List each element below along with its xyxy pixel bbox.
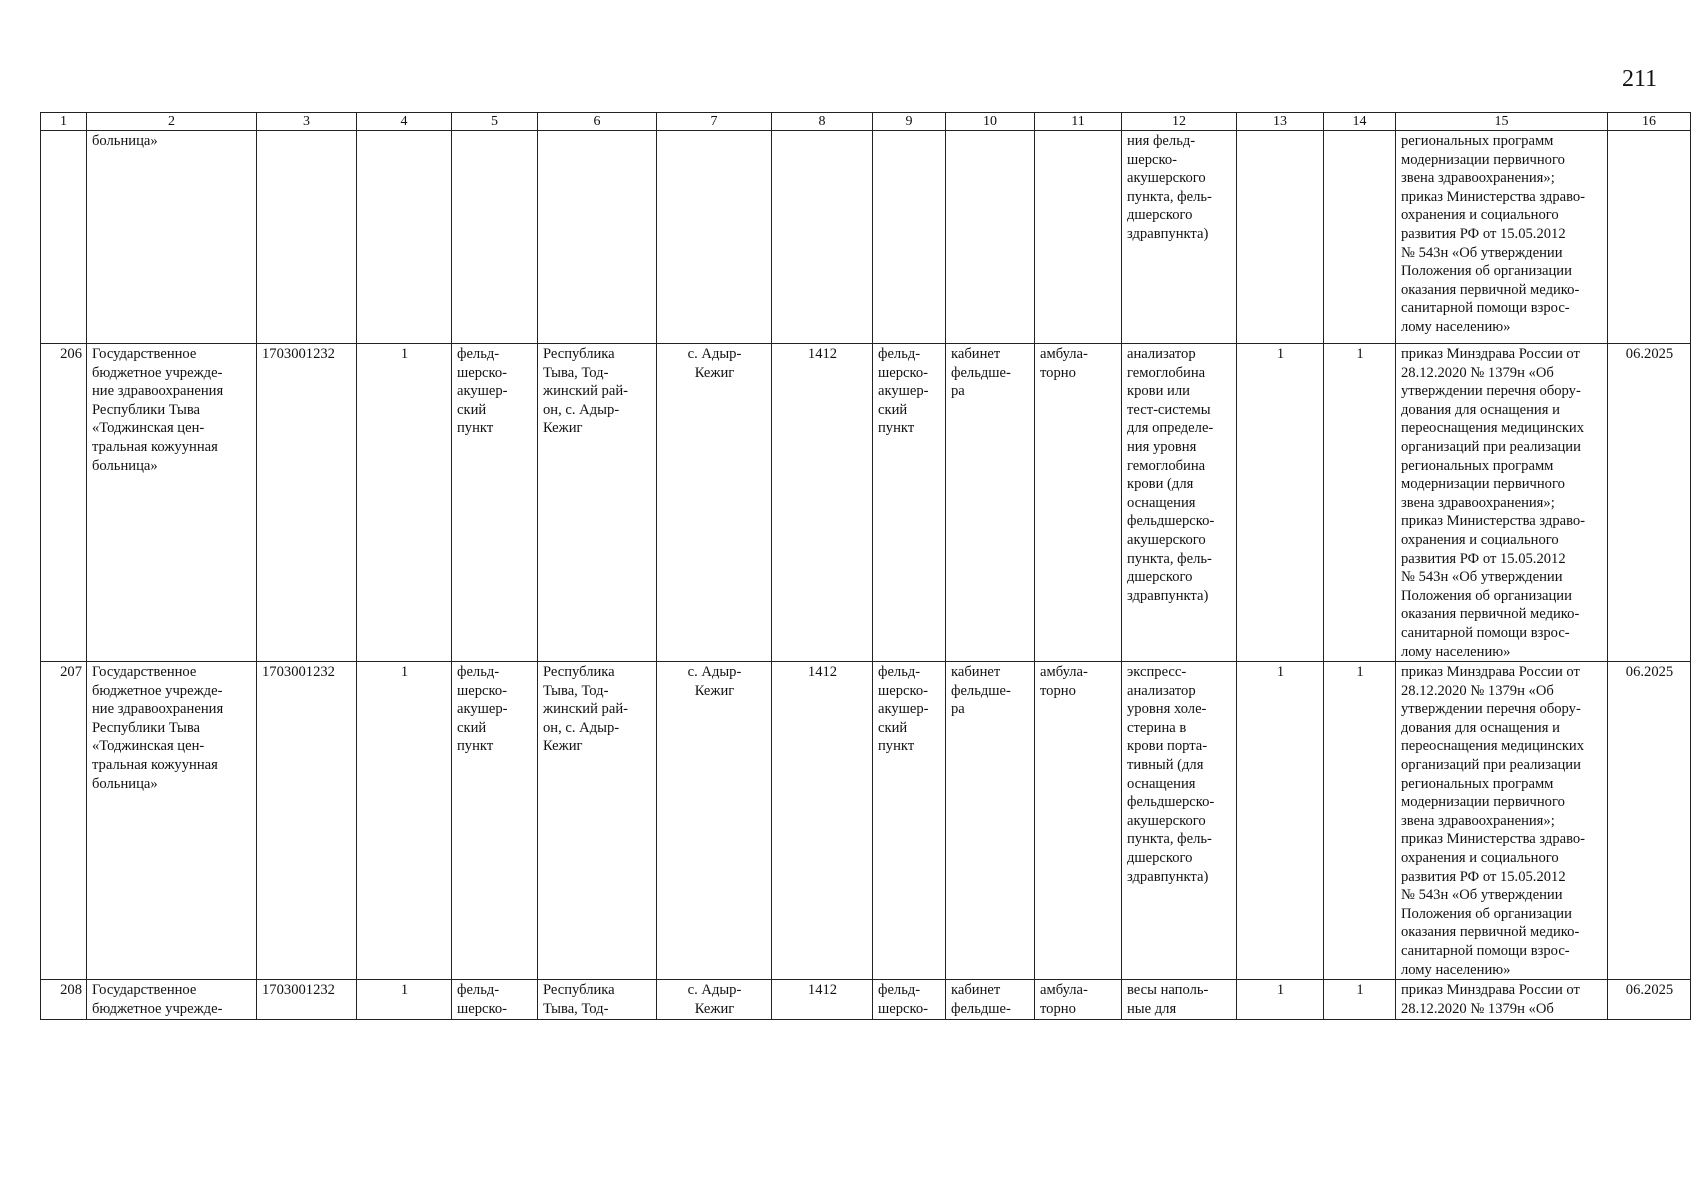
- cell-basis: приказ Минздрава России от 28.12.2020 № 1379н «Об утверждении перечня обору- дования для оснащения и переоснащения медицинских организаций при реализации региональных программ модернизации первичного звена здравоохранения»; приказ Министерства здраво- охранения и социального развития РФ от 15.05.2012 № 543н «Об утверждении Положения об организации оказания первичной медико- санитарной помощи взрос- лому населению»: [1396, 344, 1608, 662]
- cell-unit-type: [452, 131, 538, 344]
- cell-equipment: весы наполь- ные для: [1122, 980, 1237, 1020]
- cell-org: Государственное бюджетное учрежде-: [87, 980, 257, 1020]
- cell-date: 06.2025: [1608, 662, 1691, 980]
- cell-c13: 1: [1237, 662, 1324, 980]
- cell-qty: 1: [357, 980, 452, 1020]
- cell-date: [1608, 131, 1691, 344]
- cell-unit-type: фельд- шерско-: [452, 980, 538, 1020]
- cell-num: 206: [41, 344, 87, 662]
- cell-c13: [1237, 131, 1324, 344]
- column-header: 5: [452, 113, 538, 131]
- cell-address: [538, 131, 657, 344]
- cell-qty: [357, 131, 452, 344]
- cell-qty: 1: [357, 344, 452, 662]
- cell-room: кабинет фельдше-: [946, 980, 1035, 1020]
- cell-basis: региональных программ модернизации первичного звена здравоохранения»; приказ Министерства здраво- охранения и социального развития РФ от 15.05.2012 № 543н «Об утверждении Положения об организации оказания первичной медико- санитарной помощи взрос- лому населению»: [1396, 131, 1608, 344]
- table-row: [41, 980, 1691, 1020]
- cell-care: амбула- торно: [1035, 980, 1122, 1020]
- cell-equipment: ния фельд- шерско- акушерского пункта, фель- дшерского здравпункта): [1122, 131, 1237, 344]
- cell-num: 207: [41, 662, 87, 980]
- column-header: 11: [1035, 113, 1122, 131]
- cell-unit-type: фельд- шерско- акушер- ский пункт: [452, 662, 538, 980]
- cell-locality: с. Адыр- Кежиг: [657, 662, 772, 980]
- cell-c14: 1: [1324, 980, 1396, 1020]
- column-header: 3: [257, 113, 357, 131]
- cell-inn: 1703001232: [257, 662, 357, 980]
- cell-org: больница»: [87, 131, 257, 344]
- cell-basis: приказ Минздрава России от 28.12.2020 № 1379н «Об утверждении перечня обору- дования для оснащения и переоснащения медицинских организаций при реализации региональных программ модернизации первичного звена здравоохранения»; приказ Министерства здраво- охранения и социального развития РФ от 15.05.2012 № 543н «Об утверждении Положения об организации оказания первичной медико- санитарной помощи взрос- лому населению»: [1396, 662, 1608, 980]
- cell-inn: 1703001232: [257, 980, 357, 1020]
- cell-date: 06.2025: [1608, 344, 1691, 662]
- column-header: 10: [946, 113, 1035, 131]
- column-header: 4: [357, 113, 452, 131]
- cell-locality: с. Адыр- Кежиг: [657, 980, 772, 1020]
- table-row: [41, 344, 1691, 662]
- cell-locality: с. Адыр- Кежиг: [657, 344, 772, 662]
- column-header: 14: [1324, 113, 1396, 131]
- column-header: 1: [41, 113, 87, 131]
- cell-num: 208: [41, 980, 87, 1020]
- column-number-row: [41, 113, 1691, 131]
- equipment-table: [40, 112, 1691, 1020]
- cell-c14: 1: [1324, 344, 1396, 662]
- cell-c14: [1324, 131, 1396, 344]
- cell-equipment: экспресс- анализатор уровня холе- стерина в крови порта- тивный (для оснащения фельдшерско- акушерского пункта, фель- дшерского здравпункта): [1122, 662, 1237, 980]
- cell-unit-type2: фельд- шерско-: [873, 980, 946, 1020]
- cell-address: Республика Тыва, Тод- жинский рай- он, с. Адыр- Кежиг: [538, 344, 657, 662]
- column-header: 13: [1237, 113, 1324, 131]
- cell-inn: 1703001232: [257, 344, 357, 662]
- table-row: [41, 662, 1691, 980]
- cell-address: Республика Тыва, Тод-: [538, 980, 657, 1020]
- cell-locality: [657, 131, 772, 344]
- column-header: 7: [657, 113, 772, 131]
- cell-room: кабинет фельдше- ра: [946, 344, 1035, 662]
- cell-room: кабинет фельдше- ра: [946, 662, 1035, 980]
- table-row-continued: [41, 131, 1691, 344]
- cell-org: Государственное бюджетное учрежде- ние здравоохранения Республики Тыва «Тоджинская цен- тральная кожуунная больница»: [87, 344, 257, 662]
- cell-qty: 1: [357, 662, 452, 980]
- column-header: 12: [1122, 113, 1237, 131]
- cell-inn: [257, 131, 357, 344]
- cell-address: Республика Тыва, Тод- жинский рай- он, с. Адыр- Кежиг: [538, 662, 657, 980]
- cell-room: [946, 131, 1035, 344]
- cell-care: амбула- торно: [1035, 344, 1122, 662]
- cell-equipment: анализатор гемоглобина крови или тест-системы для определе- ния уровня гемоглобина крови (для оснащения фельдшерско- акушерского пункта, фель- дшерского здравпункта): [1122, 344, 1237, 662]
- cell-code: [772, 131, 873, 344]
- cell-unit-type2: фельд- шерско- акушер- ский пункт: [873, 344, 946, 662]
- column-header: 9: [873, 113, 946, 131]
- cell-care: амбула- торно: [1035, 662, 1122, 980]
- column-header: 2: [87, 113, 257, 131]
- cell-basis: приказ Минздрава России от 28.12.2020 № 1379н «Об: [1396, 980, 1608, 1020]
- cell-code: 1412: [772, 662, 873, 980]
- column-header: 15: [1396, 113, 1608, 131]
- cell-care: [1035, 131, 1122, 344]
- cell-unit-type: фельд- шерско- акушер- ский пункт: [452, 344, 538, 662]
- cell-c14: 1: [1324, 662, 1396, 980]
- cell-org: Государственное бюджетное учрежде- ние здравоохранения Республики Тыва «Тоджинская цен- тральная кожуунная больница»: [87, 662, 257, 980]
- column-header: 16: [1608, 113, 1691, 131]
- cell-c13: 1: [1237, 344, 1324, 662]
- cell-date: 06.2025: [1608, 980, 1691, 1020]
- column-header: 8: [772, 113, 873, 131]
- cell-unit-type2: фельд- шерско- акушер- ский пункт: [873, 662, 946, 980]
- cell-c13: 1: [1237, 980, 1324, 1020]
- page-number: 211: [1622, 66, 1658, 92]
- cell-unit-type2: [873, 131, 946, 344]
- cell-code: 1412: [772, 980, 873, 1020]
- column-header: 6: [538, 113, 657, 131]
- cell-num: [41, 131, 87, 344]
- cell-code: 1412: [772, 344, 873, 662]
